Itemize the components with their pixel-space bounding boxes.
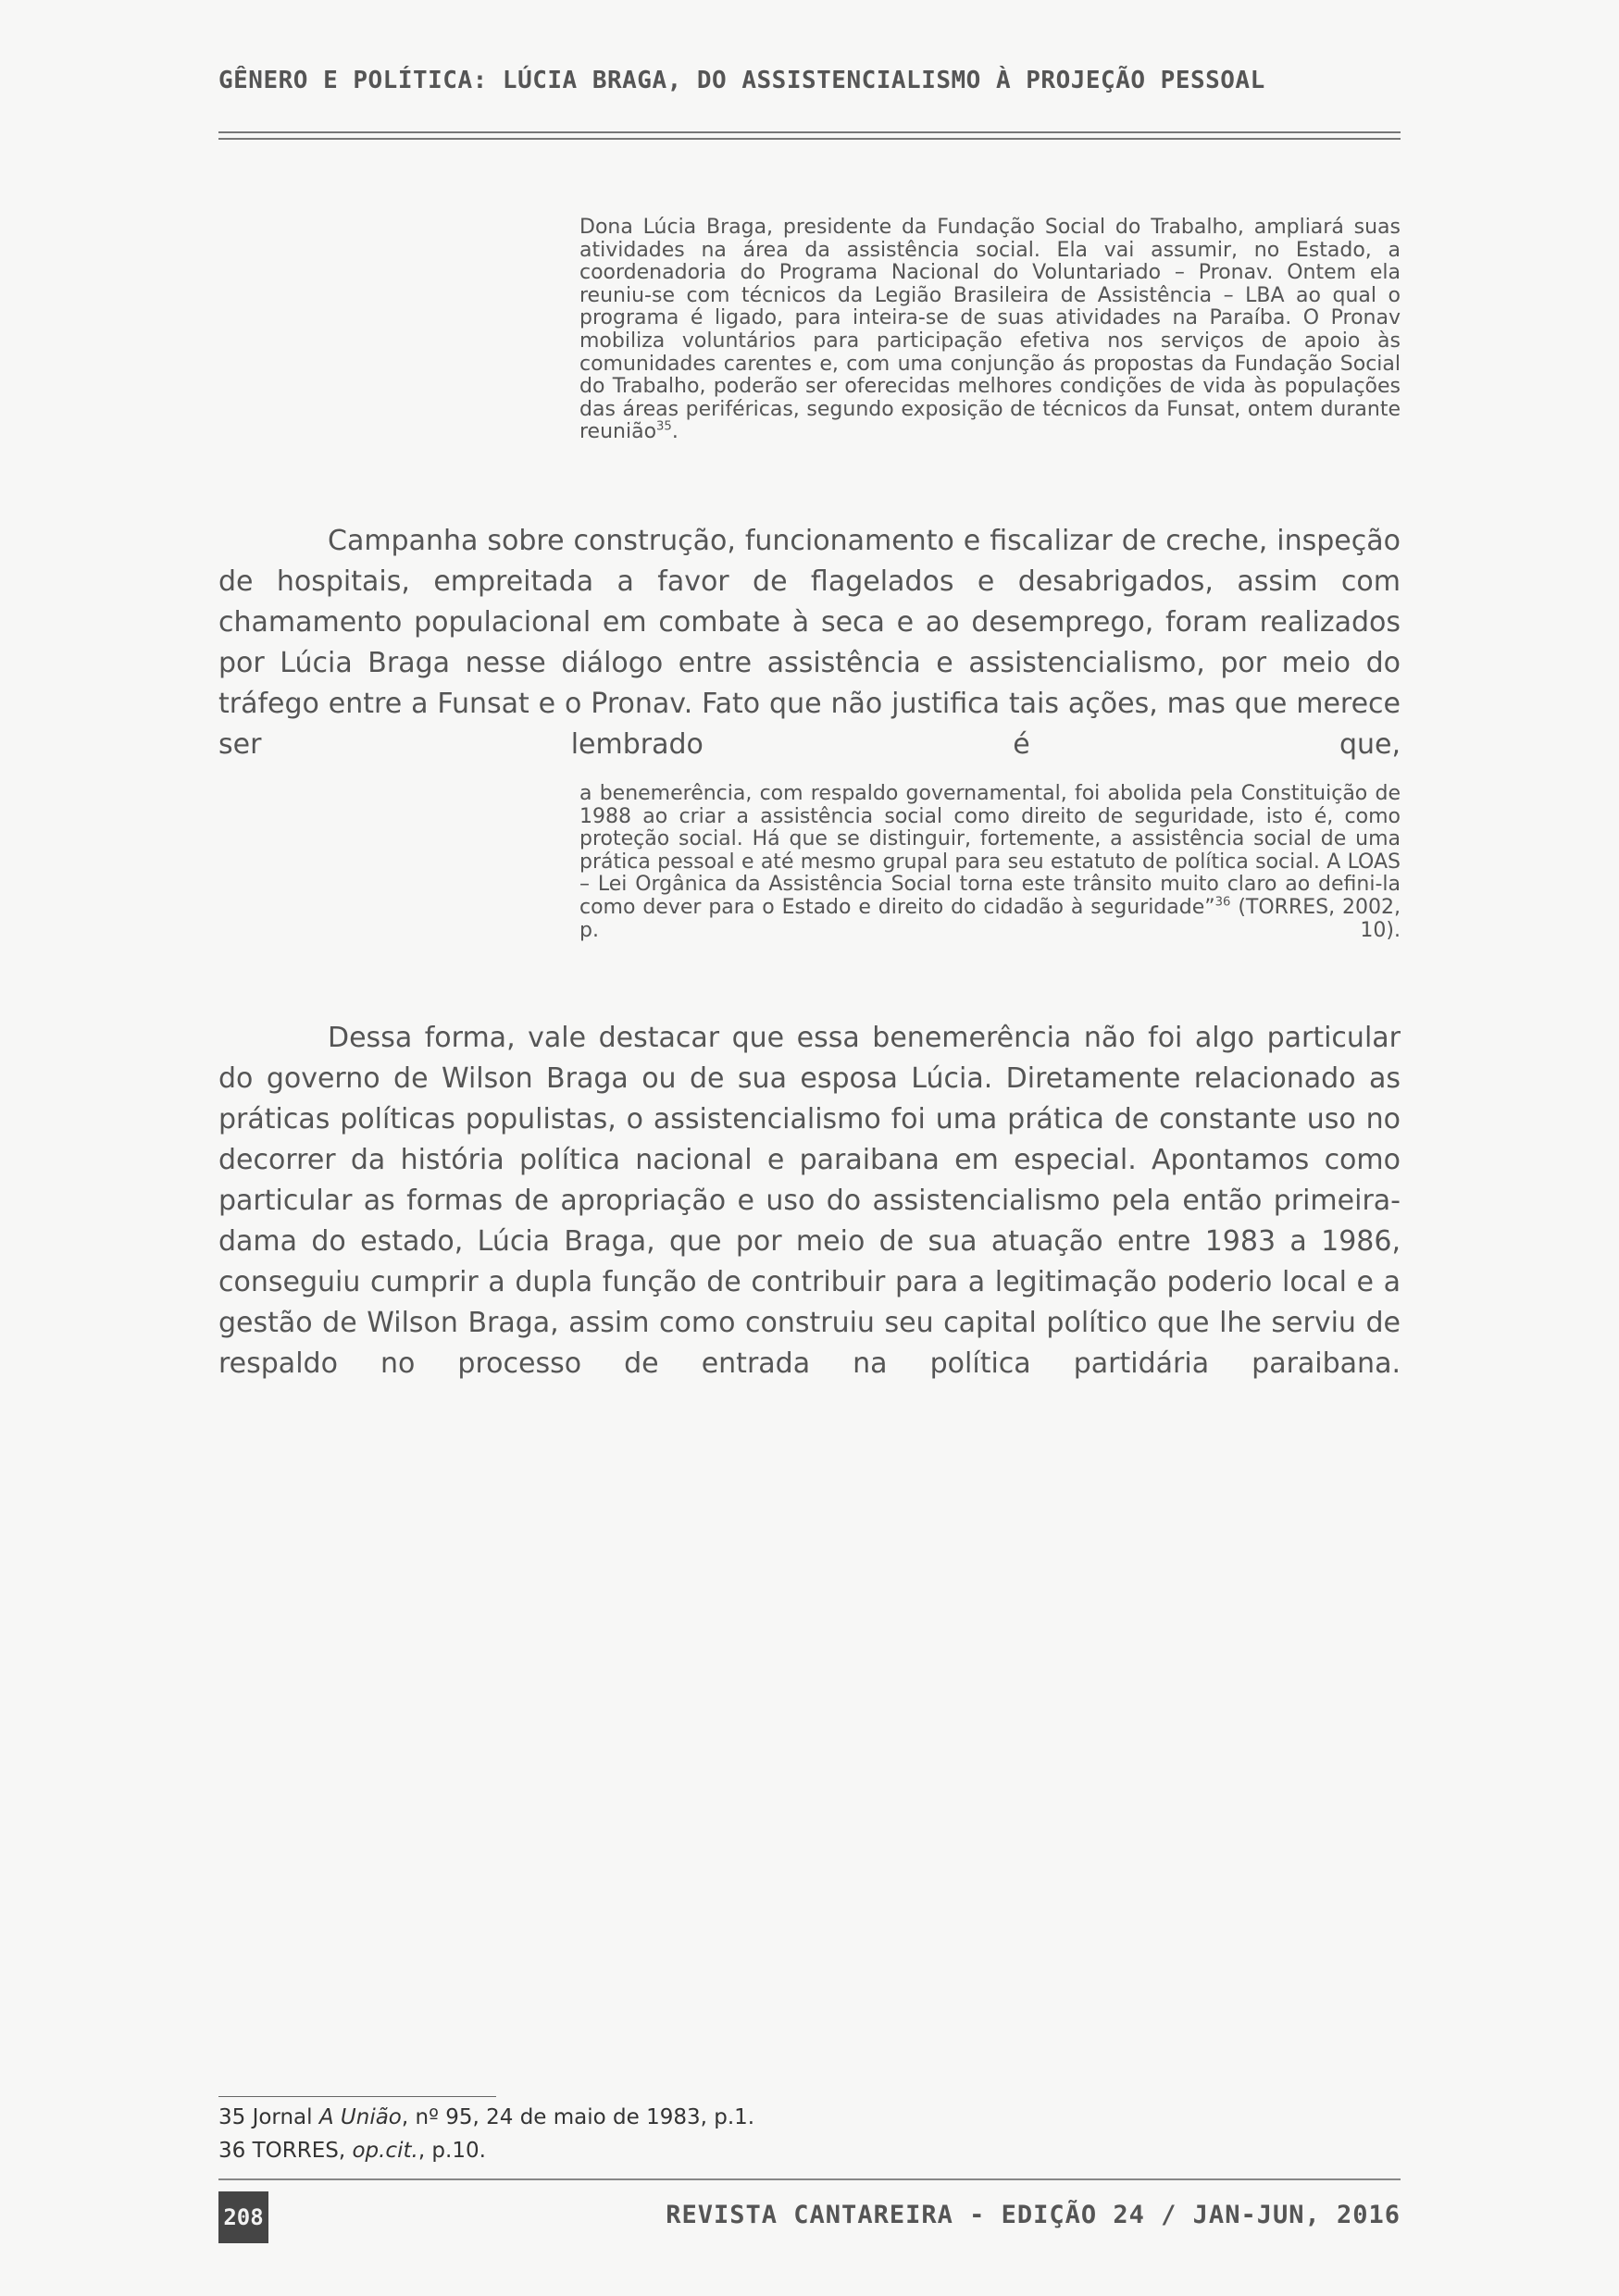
header-rule-bottom <box>218 138 1401 140</box>
footnote-ref-35[interactable]: 35 <box>656 420 672 435</box>
body-paragraph-1: Campanha sobre construção, funcionamento e fiscalizar de creche, inspeção de hospitais, empreitada a favor de flagelados e desabrigados, assim com chamamento populacional em combate à seca e ao desemprego, foram realizados por Lúcia Braga nesse diálogo entre assistência e assistencialismo, por meio do tráfego entre a Funsat e o Pronav. Fato que não justifica tais ações, mas que merece ser lembrado é que, <box>218 525 1401 761</box>
block-quote-2 <box>579 783 1401 942</box>
running-header: GÊNERO E POLÍTICA: LÚCIA BRAGA, DO ASSISTENCIALISMO À PROJEÇÃO PESSOAL <box>218 67 1265 94</box>
footnote-35 <box>218 2101 1401 2134</box>
footnote-35-title: A União <box>318 2105 402 2129</box>
footer-rule <box>218 2178 1401 2180</box>
footnote-separator <box>218 2096 496 2097</box>
block-quote-2-end: (TORRES, 2002, p. 10). <box>579 895 1401 942</box>
footnote-36-ref: op.cit. <box>352 2139 418 2163</box>
page-number: 208 <box>218 2191 268 2243</box>
footnote-36-suffix: , p.10. <box>417 2139 486 2163</box>
block-quote-1 <box>579 217 1401 444</box>
block-quote-2-text: a benemerência, com respaldo governamental, foi abolida pela Constituição de 1988 ao criar a assistência social como direito de seguridade, isto é, como proteção social. Há que se distinguir, fortemente, a assistência social de uma prática pessoal e até mesmo grupal para seu estatuto de política social. A LOAS – Lei Orgânica da Assistência Social torna este trânsito muito claro ao defini-la como dever para o Estado e direito do cidadão à seguridade” <box>579 782 1401 919</box>
journal-footer: REVISTA CANTAREIRA - EDIÇÃO 24 / JAN-JUN, 2016 <box>666 2201 1401 2229</box>
footnotes <box>218 2101 1401 2167</box>
footnote-ref-36[interactable]: 36 <box>1214 895 1231 910</box>
footnote-36-prefix: 36 TORRES, <box>218 2139 353 2163</box>
footnote-36 <box>218 2134 1401 2167</box>
block-quote-1-end: . <box>671 420 679 444</box>
header-rule-top <box>218 131 1401 133</box>
footnote-35-suffix: , nº 95, 24 de maio de 1983, p.1. <box>401 2105 755 2129</box>
footnote-35-prefix: 35 Jornal <box>218 2105 319 2129</box>
body-paragraph-2: Dessa forma, vale destacar que essa benemerência não foi algo particular do governo de Wilson Braga ou de sua esposa Lúcia. Diretamente relacionado as práticas políticas populistas, o assistencialismo foi uma prática de constante uso no decorrer da história política nacional e paraibana em especial. Apontamos como particular as formas de apropriação e uso do assistencialismo pela então primeira-dama do estado, Lúcia Braga, que por meio de sua atuação entre 1983 a 1986, conseguiu cumprir a dupla função de contribuir para a legitimação poderio local e a gestão de Wilson Braga, assim como construiu seu capital político que lhe serviu de respaldo no processo de entrada na política partidária paraibana. <box>218 1022 1401 1380</box>
block-quote-1-text: Dona Lúcia Braga, presidente da Fundação Social do Trabalho, ampliará suas atividades na área da assistência social. Ela vai assumir, no Estado, a coordenadoria do Programa Nacional do Voluntariado – Pronav. Ontem ela reuniu-se com técnicos da Legião Brasileira de Assistência – LBA ao qual o programa é ligado, para inteira-se de suas atividades na Paraíba. O Pronav mobiliza voluntários para participação efetiva nos serviços de apoio às comunidades carentes e, com uma conjunção ás propostas da Fundação Social do Trabalho, poderão ser oferecidas melhores condições de vida às populações das áreas periféricas, segundo exposição de técnicos da Funsat, ontem durante reunião <box>579 216 1401 444</box>
